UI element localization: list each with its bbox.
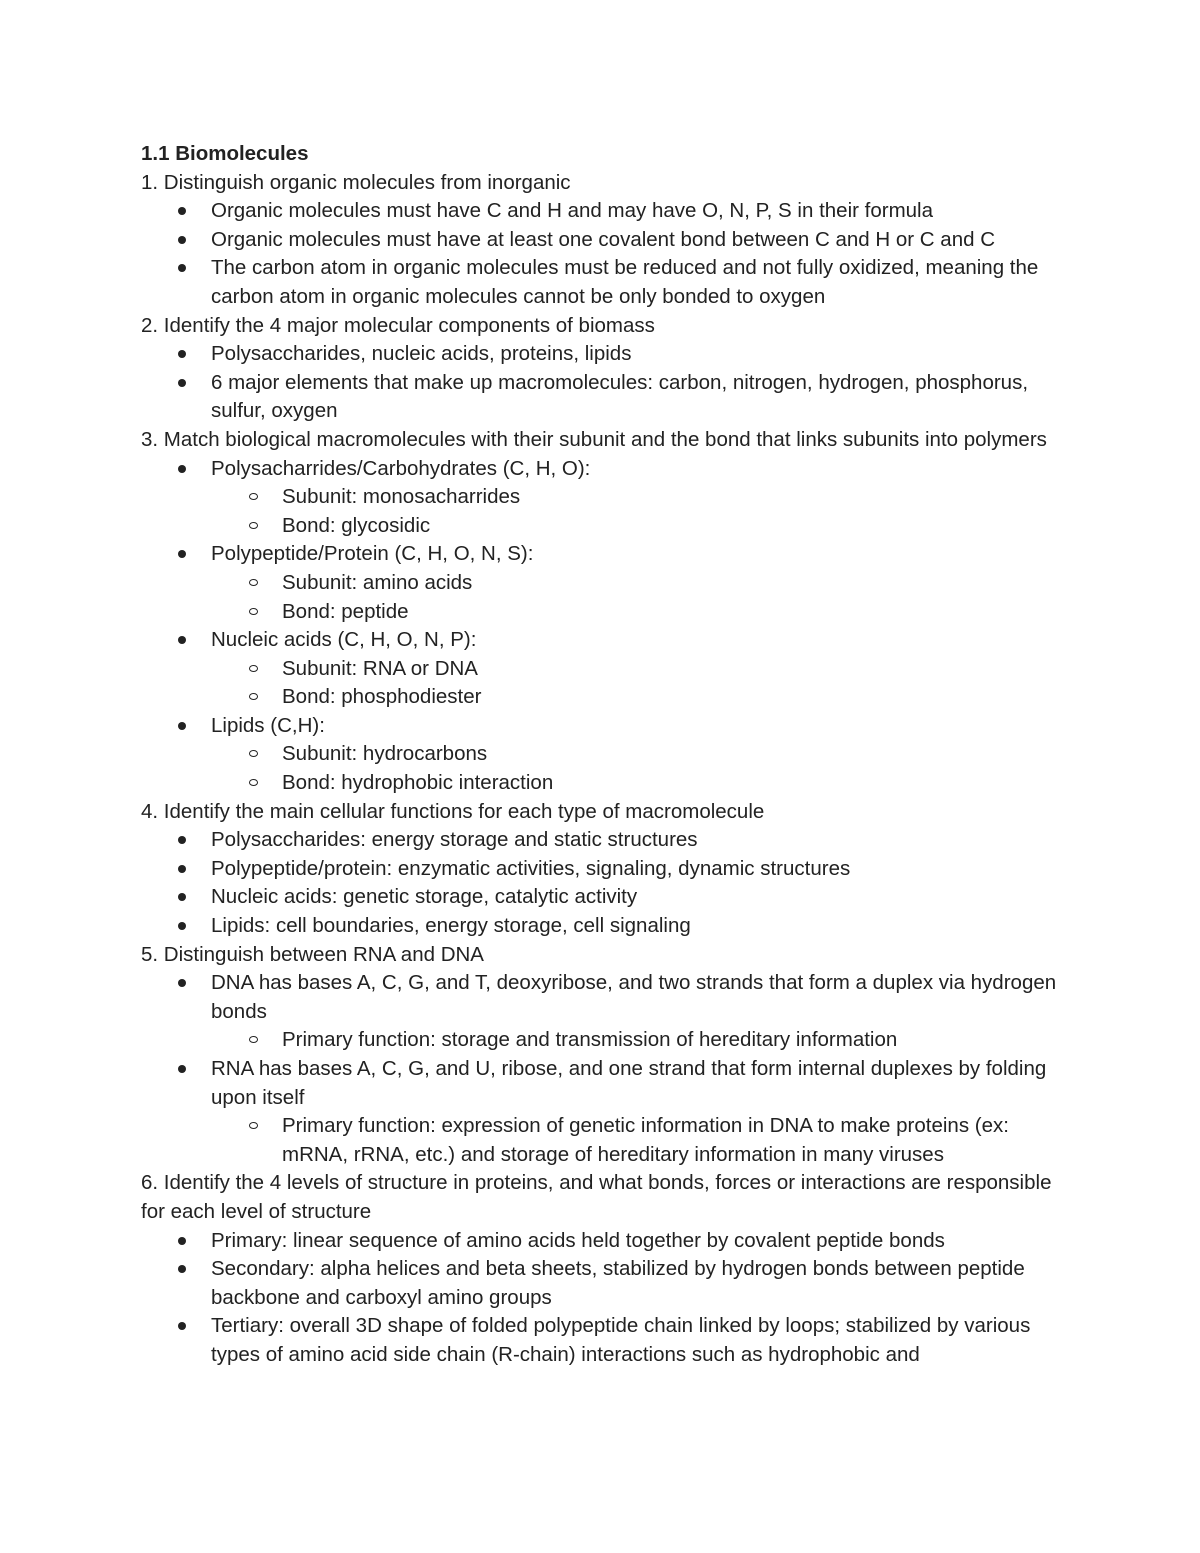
sub-bullet-item [211, 740, 1071, 769]
bullet-list [141, 455, 1071, 798]
section-heading: 3. Match biological macromolecules with their subunit and the bond that links subunits into polymers [141, 427, 1047, 451]
bullet-text: Polypeptide/protein: enzymatic activities, signaling, dynamic structures [211, 855, 1071, 884]
sub-bullet-item [211, 683, 1071, 712]
bullet-text: RNA has bases A, C, G, and U, ribose, and one strand that form internal duplexes by folding upon itself [211, 1055, 1071, 1112]
bullet-list [141, 340, 1071, 426]
document-title: 1.1 Biomolecules [141, 142, 309, 165]
sub-bullet-item [211, 483, 1071, 512]
bullet-list [141, 197, 1071, 311]
bullet-item [141, 1055, 1071, 1169]
sub-bullet-item [211, 769, 1071, 798]
bullet-text: Polysaccharides: energy storage and static structures [211, 826, 1071, 855]
bullet-item [141, 712, 1071, 798]
bullet-list [141, 1227, 1071, 1370]
bullet-item [141, 254, 1071, 311]
bullet-item [141, 1227, 1071, 1256]
section-heading: 4. Identify the main cellular functions for each type of macromolecule [141, 799, 765, 823]
bullet-text: Organic molecules must have C and H and may have O, N, P, S in their formula [211, 197, 1071, 226]
sub-bullet-text: Bond: peptide [282, 598, 1071, 627]
sub-bullet-item [211, 512, 1071, 541]
bullet-item [141, 969, 1071, 1055]
sub-bullet-text: Bond: phosphodiester [282, 683, 1071, 712]
section-heading: 5. Distinguish between RNA and DNA [141, 942, 484, 966]
sub-bullet-text: Subunit: monosacharrides [282, 483, 1071, 512]
document-page [141, 140, 1071, 1370]
bullet-text: Secondary: alpha helices and beta sheets, stabilized by hydrogen bonds between peptide backbone and carboxyl amino groups [211, 1255, 1071, 1312]
bullet-text: Polypeptide/Protein (C, H, O, N, S): [211, 540, 1071, 569]
bullet-item [141, 226, 1071, 255]
sub-bullet-text: Primary function: expression of genetic information in DNA to make proteins (ex: mRNA, rRNA, etc.) and storage of hereditary information in many viruses [282, 1112, 1071, 1169]
bullet-item [141, 540, 1071, 626]
section-heading: 2. Identify the 4 major molecular components of biomass [141, 313, 655, 337]
bullet-item [141, 826, 1071, 855]
section-heading: 6. Identify the 4 levels of structure in proteins, and what bonds, forces or interactions are responsible for each level of structure [141, 1171, 1052, 1223]
sub-bullet-text: Bond: glycosidic [282, 512, 1071, 541]
bullet-text: Nucleic acids: genetic storage, catalytic activity [211, 883, 1071, 912]
sub-bullet-text: Subunit: amino acids [282, 569, 1071, 598]
sub-bullet-text: Primary function: storage and transmission of hereditary information [282, 1026, 1071, 1055]
bullet-text: The carbon atom in organic molecules must be reduced and not fully oxidized, meaning the carbon atom in organic molecules cannot be only bonded to oxygen [211, 254, 1071, 311]
bullet-text: Lipids (C,H): [211, 712, 1071, 741]
bullet-item [141, 197, 1071, 226]
bullet-text: Polysaccharides, nucleic acids, proteins, lipids [211, 340, 1071, 369]
bullet-item [141, 855, 1071, 884]
bullet-text: Organic molecules must have at least one covalent bond between C and H or C and C [211, 226, 1071, 255]
sub-bullet-list [141, 740, 1071, 797]
sub-bullet-list [141, 1112, 1071, 1169]
bullet-list [141, 969, 1071, 1169]
bullet-item [141, 455, 1071, 541]
sub-bullet-list [141, 1026, 1071, 1055]
sub-bullet-text: Subunit: hydrocarbons [282, 740, 1071, 769]
bullet-text: Nucleic acids (C, H, O, N, P): [211, 626, 1071, 655]
bullet-item [141, 883, 1071, 912]
sub-bullet-text: Bond: hydrophobic interaction [282, 769, 1071, 798]
bullet-item [141, 369, 1071, 426]
sub-bullet-text: Subunit: RNA or DNA [282, 655, 1071, 684]
sub-bullet-item [211, 1112, 1071, 1169]
bullet-list [141, 826, 1071, 940]
bullet-text: 6 major elements that make up macromolecules: carbon, nitrogen, hydrogen, phosphorus, sulfur, oxygen [211, 369, 1071, 426]
bullet-item [141, 912, 1071, 941]
section-heading: 1. Distinguish organic molecules from inorganic [141, 170, 571, 194]
sub-bullet-list [141, 483, 1071, 540]
sub-bullet-list [141, 655, 1071, 712]
sub-bullet-list [141, 569, 1071, 626]
sub-bullet-item [211, 655, 1071, 684]
bullet-item [141, 340, 1071, 369]
bullet-text: Primary: linear sequence of amino acids held together by covalent peptide bonds [211, 1227, 1071, 1256]
bullet-text: Lipids: cell boundaries, energy storage, cell signaling [211, 912, 1071, 941]
bullet-text: Tertiary: overall 3D shape of folded polypeptide chain linked by loops; stabilized by various types of amino acid side chain (R-chain) interactions such as hydrophobic and [211, 1312, 1071, 1369]
bullet-item [141, 626, 1071, 712]
sub-bullet-item [211, 1026, 1071, 1055]
sub-bullet-item [211, 598, 1071, 627]
bullet-text: DNA has bases A, C, G, and T, deoxyribose, and two strands that form a duplex via hydrogen bonds [211, 969, 1071, 1026]
sections-container [141, 169, 1071, 1370]
sub-bullet-item [211, 569, 1071, 598]
bullet-text: Polysacharrides/Carbohydrates (C, H, O): [211, 455, 1071, 484]
bullet-item [141, 1255, 1071, 1312]
bullet-item [141, 1312, 1071, 1369]
